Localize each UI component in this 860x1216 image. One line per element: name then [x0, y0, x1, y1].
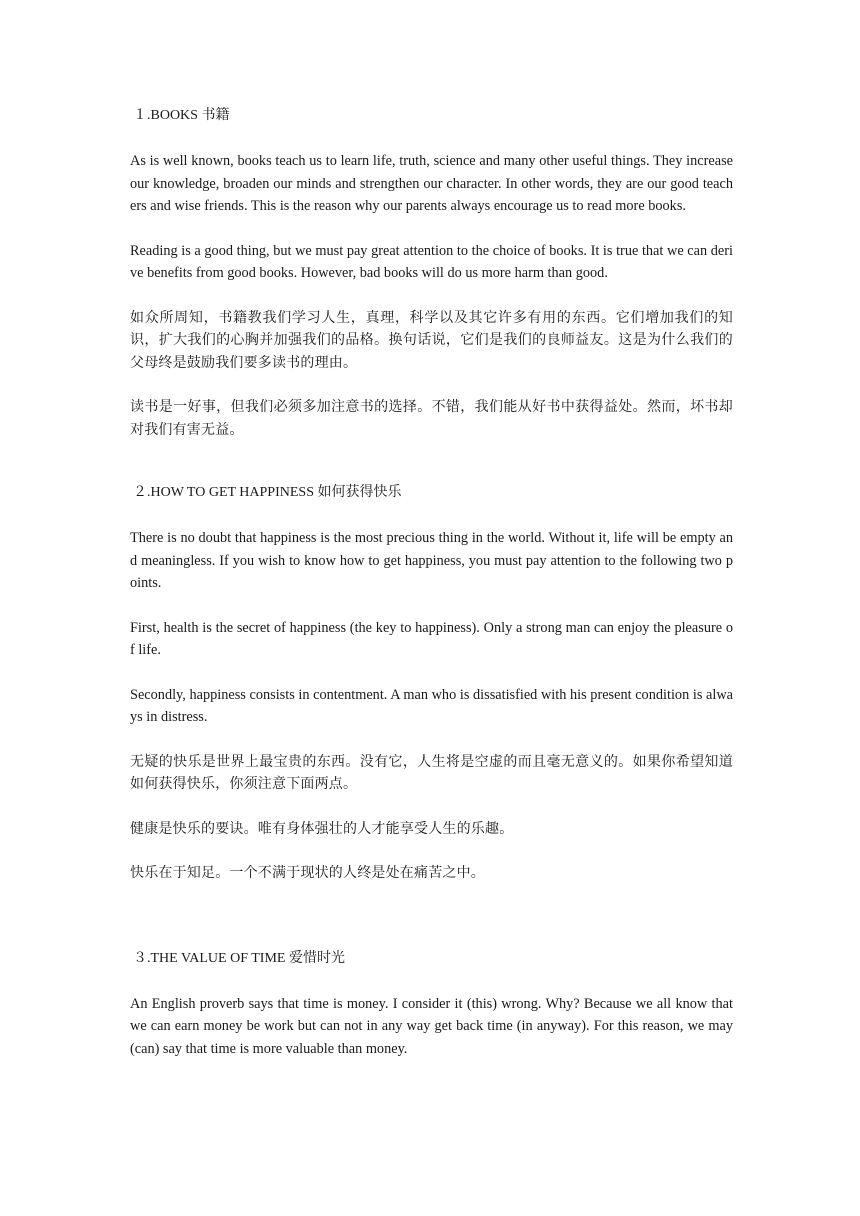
paragraph-chinese: 如众所周知，书籍教我们学习人生，真理，科学以及其它许多有用的东西。它们增加我们的知识，扩大我们的心胸并加强我们的品格。换句话说，它们是我们的良师益友。这是为什么我们的父母终是鼓励我们要多读书的理由。 [130, 309, 733, 371]
paragraph-chinese: 读书是一好事，但我们必须多加注意书的选择。不错，我们能从好书中获得益处。然而，坏书却对我们有害无益。 [130, 399, 733, 438]
section-books [130, 106, 733, 441]
section-heading: ３.THE VALUE OF TIME 爱惜时光 [133, 950, 345, 966]
section-heading: １.BOOKS 书籍 [133, 108, 230, 123]
paragraph: An English proverb says that time is money. I consider it (this) wrong. Why? Because we all know that we can earn money be work but can not in any way get back time (in anyway). For this reason, we may (can) say that time is more valuable than money. [130, 995, 733, 1057]
paragraph: Secondly, happiness consists in contentment. A man who is dissatisfied with his present condition is always in distress. [130, 686, 733, 725]
paragraph: As is well known, books teach us to learn life, truth, science and many other useful things. They increase our knowledge, broaden our minds and strengthen our character. In other words, they are our good teachers and wise friends. This is the reason why our parents always encourage us to read more books. [130, 153, 733, 214]
section-spacer [130, 907, 733, 949]
paragraph: Reading is a good thing, but we must pay great attention to the choice of books. It is true that we can derive benefits from good books. However, bad books will do us more harm than good. [130, 242, 733, 281]
section-happiness [130, 483, 733, 885]
document-page [130, 106, 733, 1082]
paragraph-chinese: 无疑的快乐是世界上最宝贵的东西。没有它，人生将是空虚的而且毫无意义的。如果你希望知道如何获得快乐，你须注意下面两点。 [130, 753, 733, 792]
paragraph-chinese: 快乐在于知足。一个不满于现状的人终是处在痛苦之中。 [130, 865, 485, 881]
paragraph: First, health is the secret of happiness (the key to happiness). Only a strong man can enjoy the pleasure of life. [130, 619, 733, 658]
section-spacer [130, 463, 733, 483]
paragraph-chinese: 健康是快乐的要诀。唯有身体强壮的人才能享受人生的乐趣。 [130, 820, 514, 837]
section-value-of-time [130, 949, 733, 1061]
paragraph: There is no doubt that happiness is the most precious thing in the world. Without it, life will be empty and meaningless. If you wish to know how to get happiness, you must pay attention to the following two points. [130, 530, 733, 591]
section-heading: ２.HOW TO GET HAPPINESS 如何获得快乐 [133, 485, 402, 500]
